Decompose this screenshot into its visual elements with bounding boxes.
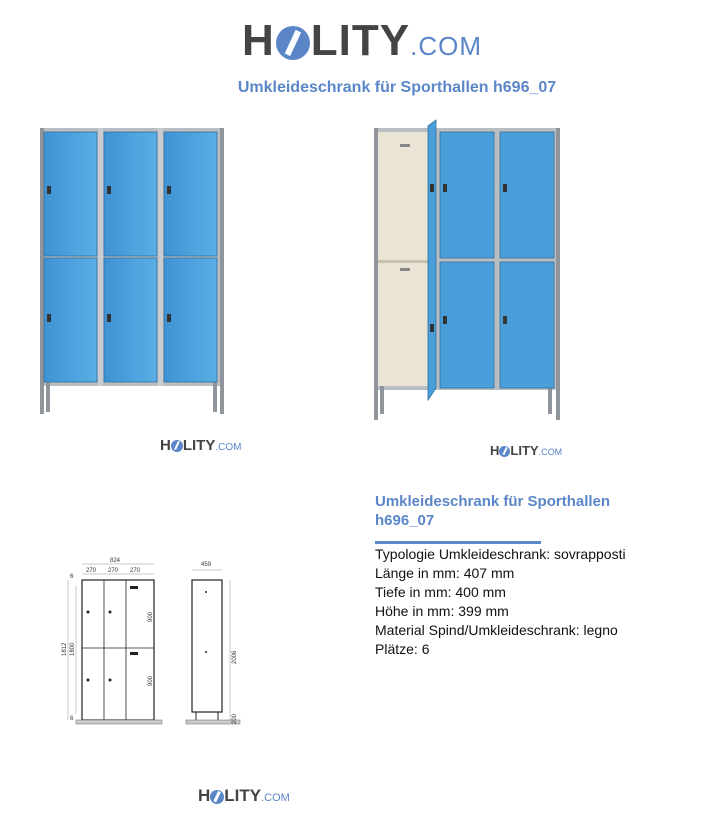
spec-list xyxy=(375,545,626,659)
spec-depth: Tiefe in mm: 400 mm xyxy=(375,584,506,600)
title-divider xyxy=(375,541,541,544)
image2-logo: H LITY.COM xyxy=(490,443,563,458)
dim-bottom-gap: 6 xyxy=(70,716,74,722)
header-logo xyxy=(242,16,482,66)
dim-col1: 270 xyxy=(86,568,97,574)
spec-typology: Typologie Umkleideschrank: sovrapposti xyxy=(375,546,626,562)
dim-depth: 459 xyxy=(201,562,212,568)
logo-dotcom: .COM xyxy=(410,31,482,61)
dim-height-1800: 1800 xyxy=(70,642,76,656)
dim-total-width: 824 xyxy=(110,558,121,564)
logo-circle-icon xyxy=(276,26,310,60)
footer-logo: H LITY.COM xyxy=(198,786,290,805)
dim-compartment-bottom: 900 xyxy=(148,675,154,686)
locker-open-image xyxy=(370,118,566,422)
dim-col2: 270 xyxy=(108,568,119,574)
dim-side-height: 2006 xyxy=(232,650,238,664)
technical-drawing xyxy=(58,552,248,732)
dim-height-1812: 1812 xyxy=(62,642,68,656)
product-title xyxy=(375,492,610,530)
locker-closed-image xyxy=(36,124,228,416)
dim-top-gap: 6 xyxy=(70,574,74,580)
dim-leg-height: 200 xyxy=(232,713,238,724)
image1-logo: H LITY.COM xyxy=(160,437,242,454)
logo-letter-h: H xyxy=(242,16,275,65)
product-title-line2: h696_07 xyxy=(375,512,435,529)
logo-word: LITY xyxy=(310,16,411,65)
dim-compartment-top: 900 xyxy=(148,611,154,622)
spec-height: Höhe in mm: 399 mm xyxy=(375,603,509,619)
page-title: Umkleideschrank für Sporthallen h696_07 xyxy=(237,79,557,96)
spec-material: Material Spind/Umkleideschrank: legno xyxy=(375,622,618,638)
product-title-line1: Umkleideschrank für Sporthallen xyxy=(375,493,611,510)
dim-col3: 270 xyxy=(130,568,141,574)
spec-places: Plätze: 6 xyxy=(375,641,430,657)
spec-length: Länge in mm: 407 mm xyxy=(375,565,515,581)
